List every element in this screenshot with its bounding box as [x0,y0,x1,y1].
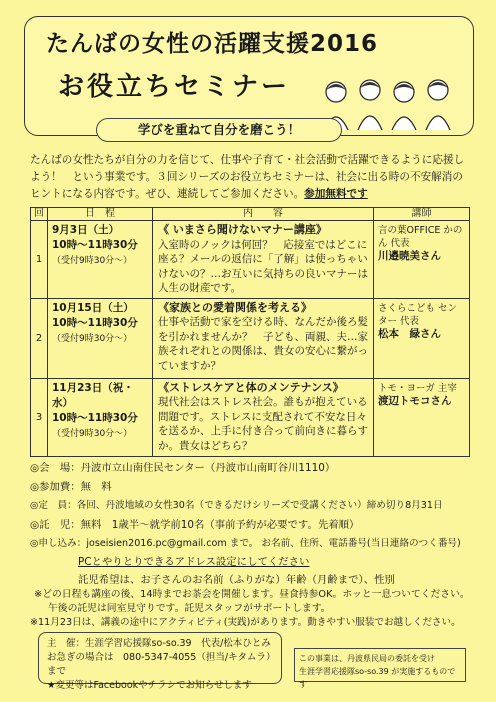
row-date [48,298,153,378]
time-text: 10時～11時30分 [52,411,138,424]
date-text: 9月3日（土） [52,224,120,236]
header-no: 回 [31,208,48,221]
apply-address-note: PCとやりとりできるアドレス設定にしてください [78,556,310,568]
row-content [153,378,374,456]
row-date [48,221,153,299]
table-row [31,378,470,456]
apply-line: ◎申し込み：joseisien2016.pc@gmail.com まで。 お名前、住所、電話番号(当日連絡のつく番号) [30,538,461,549]
fee-line: ◎参加費：無 料 [30,481,112,493]
row-date [48,378,153,456]
time-text: 10時～11時30分 [52,316,138,329]
row-no: 2 [31,298,48,378]
row-no: 1 [31,221,48,299]
teatime-note: ※どの日程も講座の後、14時までお茶会を開催します。昼食持参OK。ホッと一息ついてください。 [34,589,470,600]
childcare-request-note: 託児希望は、お子さんのお名前（ふりがな）年齢（月齢まで）、性別 [78,574,395,586]
commission-note [294,648,466,689]
session-body: 仕事や活動で家を空ける時、なんだか後ろ髪を引かれませんか？ 子ども、両親、夫…家族それぞれとの関係は、貴女の安心に繋がっていますか？ [158,316,368,372]
slogan-badge: 学びを重ねて自分を磨こう！ [96,118,342,142]
row-content [153,221,374,299]
session-title: 《家族との愛着関係を考える》 [158,300,312,314]
session-body: 入室時のノックは何回？ 応接室ではどこに座る？メールの返信に「了解」は使っちゃいけないの？…お互いに気持ちの良いマナーは人生の財産です。 [158,238,368,294]
women-illustration [318,76,468,130]
intro-text: たんばの女性たちが自分の力を信じて、仕事や子育て・社会活動で活躍できるように応援しよう！ という事業です。３回シリーズのお役立ちセミナーは、社会に出る時の不安解消のヒントになる内容です。ぜひ、連続してご参加ください。 [30,154,465,200]
page-title: たんばの女性の活躍支援2016 [46,31,379,57]
session-title: 《ストレスケアと体のメンテナンス》 [158,380,344,394]
free-note: 参加無料です [304,188,368,200]
lecturer-name: 松本 緑さん [378,327,441,340]
row-content [153,298,374,378]
childcare-afternoon-note: 午後の託児は同室見守りです。託児スタッフがサポートします。 [48,603,331,614]
reception-text: （受付9時30分～） [52,333,133,344]
page-subtitle-main: お役立ちセミナー [58,72,291,102]
table-row [31,221,470,299]
row-lecturer [374,378,470,456]
date-text: 10月15日（土） [52,301,134,314]
row-lecturer [374,221,470,299]
header-content: 内 容 [153,208,374,221]
session-title: 《 いまさら聞けないマナー講座》 [158,223,327,236]
host-line: 主 催：生涯学習応援隊so-so.39 代表/松本ひとみ [47,638,271,649]
lecturer-name: 渡辺トモコさん [378,394,452,407]
lecturer-name: 川邉暁美さん [378,250,441,262]
row-no: 3 [31,378,48,456]
header-lecturer: 講師 [374,208,470,221]
contact-line: お急ぎの場合は 080-5347-4055（担当/キタムラ）まで [47,652,271,677]
childcare-line: ◎託 児：無料 1歳半～就学前10名（事前予約が必要です。先着順） [30,519,360,531]
row-lecturer [374,298,470,378]
table-header-row [31,208,470,221]
lecturer-org: トモ・ヨーガ 主宰 [378,382,457,394]
activity-note: ※11月23日は、講義の途中にアクティビティ(実践)があります。動きやすい服装でお越しください。 [30,617,461,628]
time-text: 10時～11時30分 [52,239,138,251]
schedule-table [30,207,470,457]
header-date: 日 程 [48,208,153,221]
venue-line: ◎会 場：丹波市立山南住民センター（丹波市山南町谷川1110） [30,462,336,474]
lecturer-org: さくらこども センター 代表 [378,302,458,327]
reception-text: （受付9時30分～） [52,256,133,266]
commission-line-2: 生涯学習応援隊so-so.39 が実施するものです [299,667,456,689]
table-row [31,298,470,378]
update-line: ★変更等はFacebookやチラシでお知らせします [47,680,252,691]
organizer-box [38,632,282,691]
intro-paragraph [30,152,470,203]
lecturer-org: 言の葉OFFICE かのん 代表 [378,225,463,249]
capacity-line: ◎定 員：各回、丹波地域の女性30名（できるだけシリーズで受講ください）締め切り8月31日 [30,500,443,511]
date-text: 11月23日（祝・水） [52,381,134,409]
reception-text: （受付9時30分～） [52,428,133,439]
session-body: 現代社会はストレス社会。誰もが抱えている問題です。ストレスに支配されて不安な日々を送るか、上手に付き合って前向きに暮らすか。貴女はどちら？ [158,396,368,452]
commission-line-1: この事業は、丹波県民局の委託を受け [299,654,435,663]
